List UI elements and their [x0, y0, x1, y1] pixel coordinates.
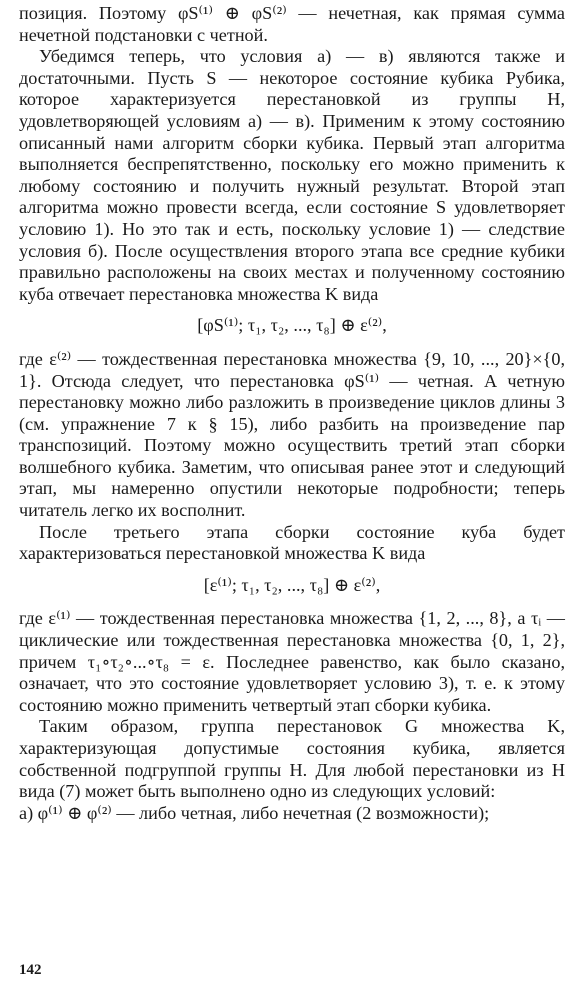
paragraph-3: где ε⁽²⁾ — тождественная перестановка множества {9, 10, ..., 20}×{0, 1}. Отсюда следует, что перестановка φS⁽¹⁾ — четная. А четную перестановку можно либо разложить в произведение циклов длины 3 (см. упражнение 7 к § 15), либо разбить на произведение пар транспозиций. Поэтому можно осуществить третий этап сборки волшебного кубика. Заметим, что описывая ранее этот и следующий этап, мы намеренно опустили некоторые подробности; теперь читатель легко их восполнит.	[19, 348, 565, 521]
page-body	[19, 3, 565, 824]
paragraph-1: позиция. Поэтому φS⁽¹⁾ ⊕ φS⁽²⁾ — нечетная, как прямая сумма нечетной подстановки с четной.	[19, 3, 565, 45]
paragraph-6: Таким образом, группа перестановок G множества K, характеризующая допустимые состояния кубика, является собственной подгруппой группы H. Для любой перестановки из H вида (7) может быть выполнено одно из следующих условий:	[19, 716, 565, 802]
list-item-a: а) φ⁽¹⁾ ⊕ φ⁽²⁾ — либо четная, либо нечетная (2 возможности);	[19, 802, 490, 823]
formula-2: [ε⁽¹⁾; τ₁, τ₂, ..., τ₈] ⊕ ε⁽²⁾,	[203, 574, 381, 595]
page-number: 142	[19, 962, 42, 978]
paragraph-4: После третьего этапа сборки состояние куба будет характеризоваться перестановкой множества K вида	[19, 521, 565, 564]
formula-1: [φS⁽¹⁾; τ₁, τ₂, ..., τ₈] ⊕ ε⁽²⁾,	[197, 315, 387, 336]
paragraph-2: Убедимся теперь, что условия а) — в) являются также и достаточными. Пусть S — некоторое состояние кубика Рубика, которое характеризуется перестановкой из группы H, удовлетворяющей условиям а) — в). Применим к этому состоянию описанный нами алгоритм сборки кубика. Первый этап алгоритма выполняется беспрепятственно, поскольку его можно применить к любому состоянию и получить нужный результат. Второй этап алгоритма можно провести всегда, если состояние S удовлетворяет условию 1). Но это так и есть, поскольку условие 1) — следствие условия б). После осуществления второго этапа все средние кубики правильно расположены на своих местах и полученному состоянию куба отвечает перестановка множества K вида	[19, 46, 565, 304]
paragraph-5: где ε⁽¹⁾ — тождественная перестановка множества {1, 2, ..., 8}, а τᵢ — циклические или тождественная перестановка множества {0, 1, 2}, причем τ₁∘τ₂∘...∘τ₈ = ε. Последнее равенство, как было сказано, означает, что это состояние удовлетворяет условию 3), т. е. к этому состоянию можно применить четвертый этап сборки кубика.	[19, 608, 565, 715]
